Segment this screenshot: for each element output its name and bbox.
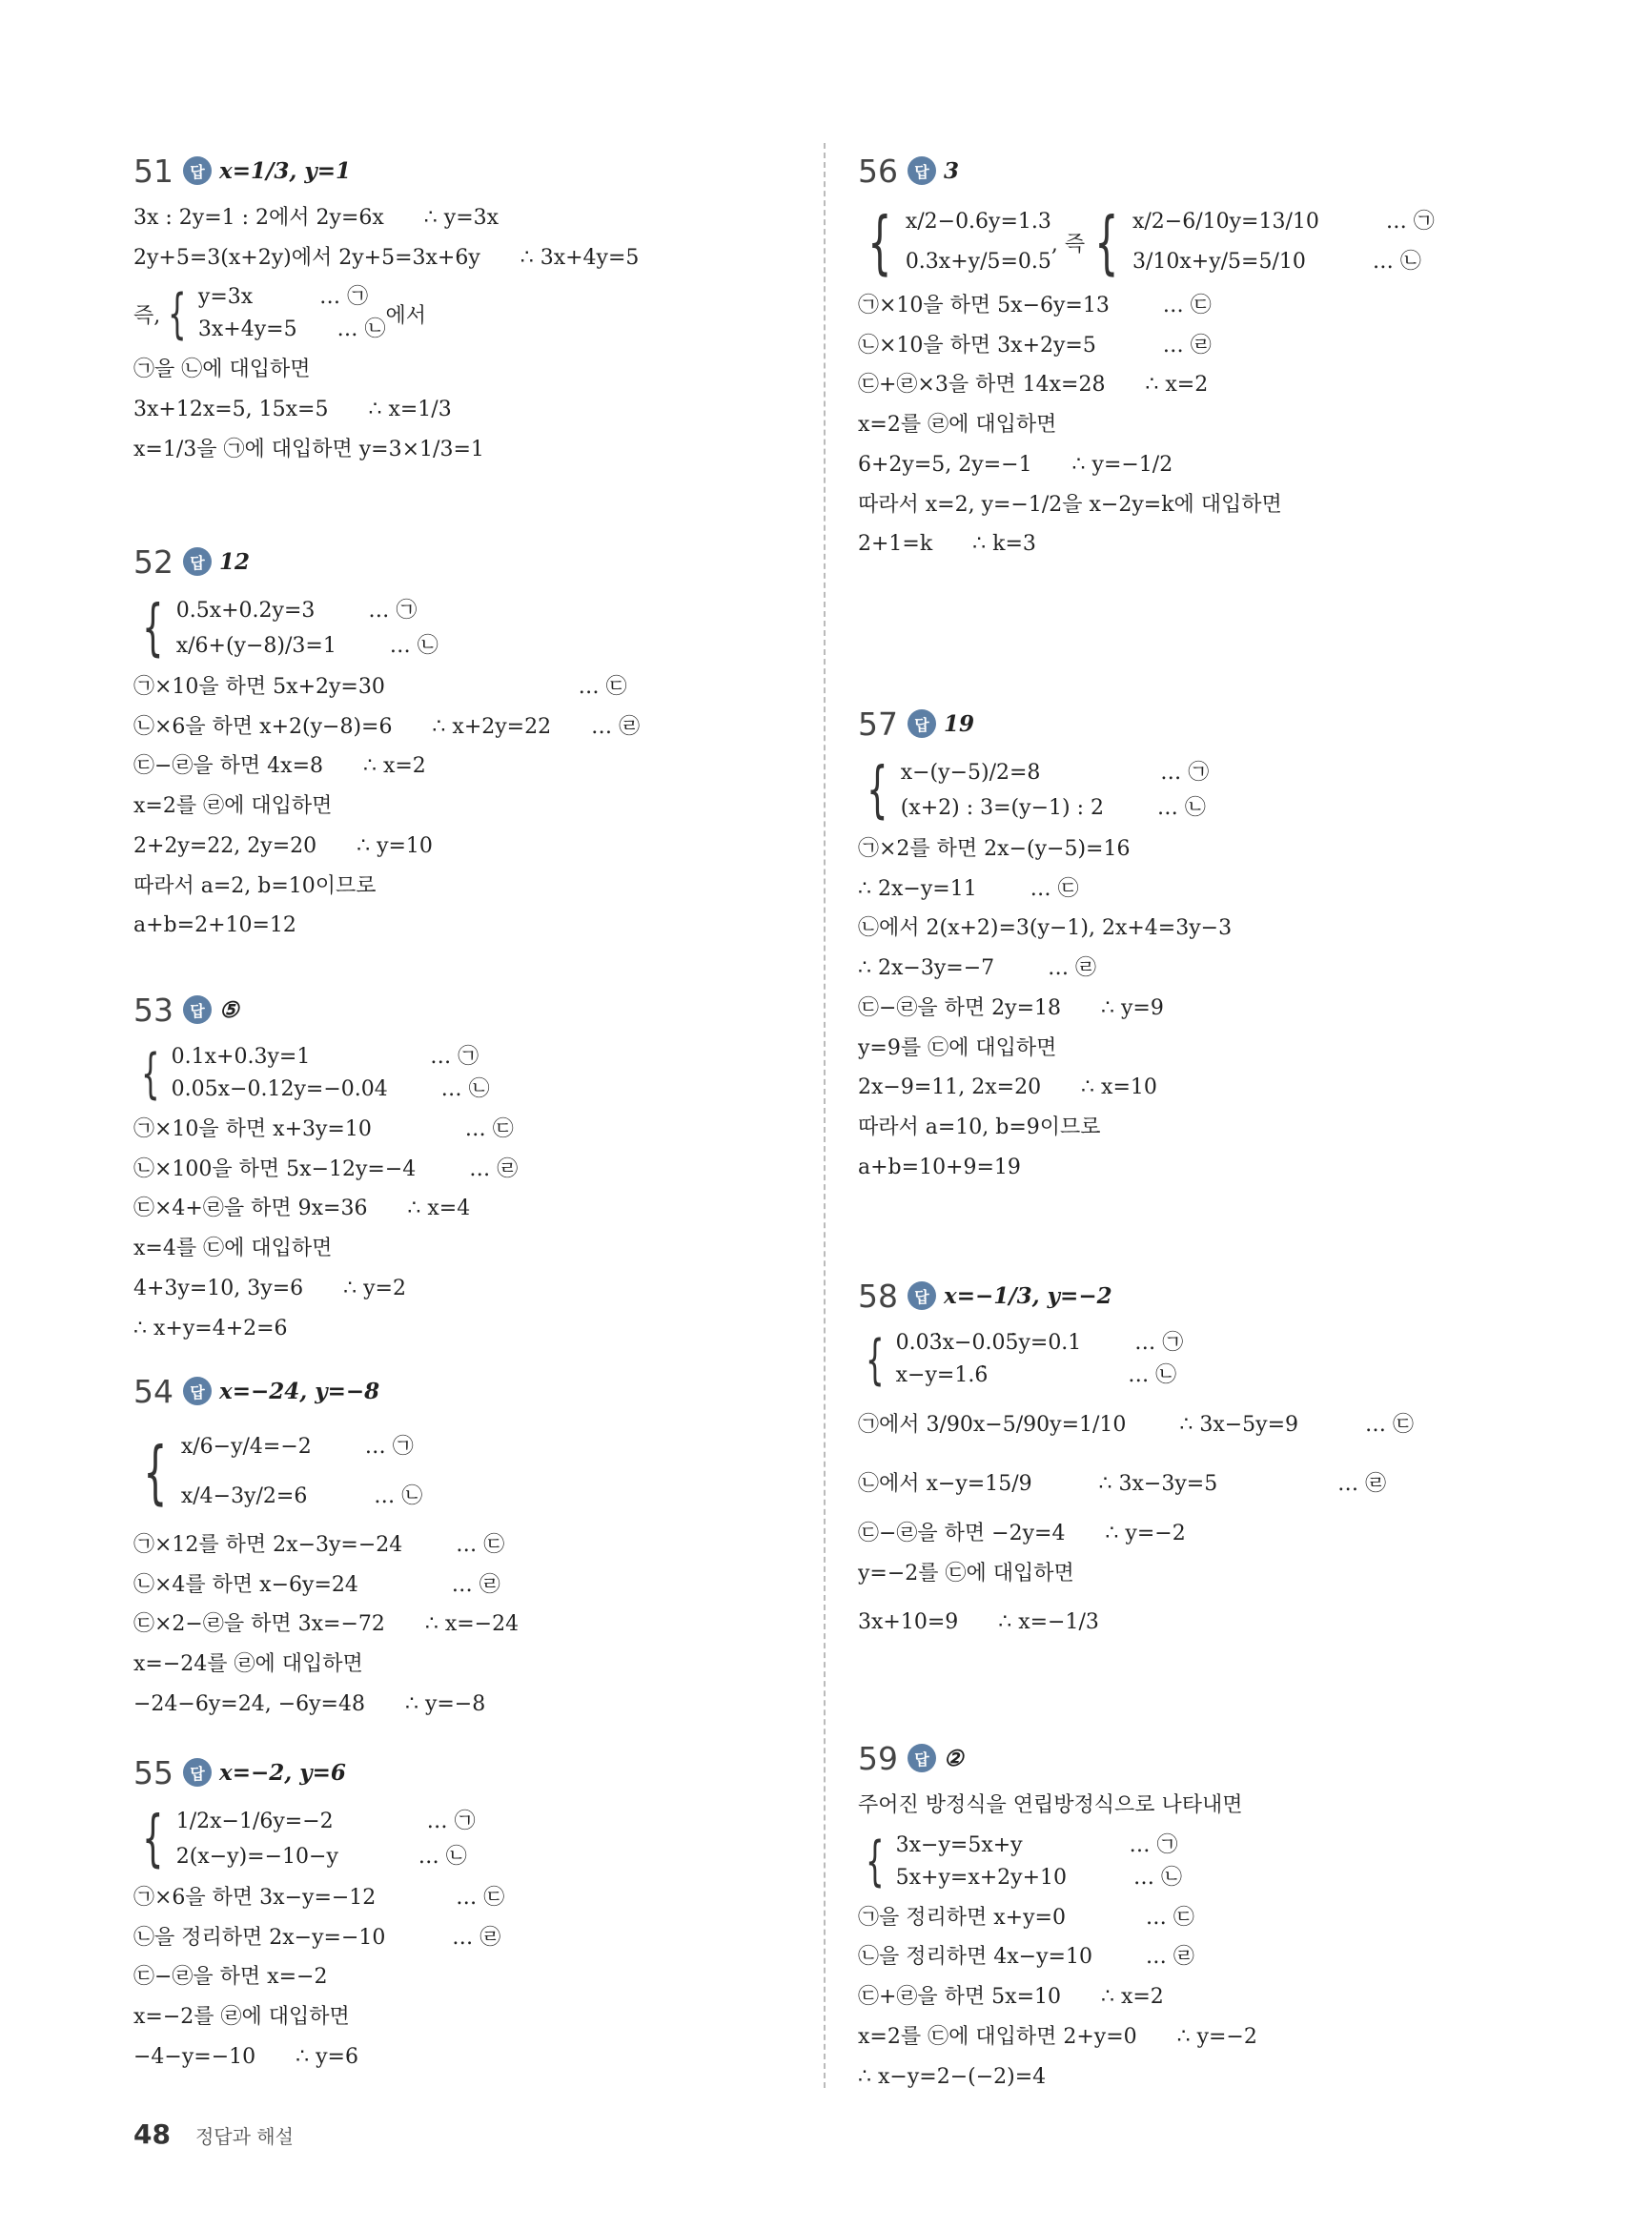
problem-52: 52 답 12 { 0.5x+0.2y=3 … ㉠ x/6+(y−8)/3=1 … ㉡ ㉠×10을 하면 5x+2y=30 … ㉢ ㉡×6을 하면 x+2(y−8)=6 ∴ x+2y=22 … ㉣ ㉢−㉣을 하면 4x=8 ∴ x=2 x=2를 ㉣에 대입하면 2+2y=22, 2y=20 ∴ y=10 따라서 a=2, b=10이므로 a+b=2+10=12 <box>133 542 641 938</box>
brace-icon: { <box>143 1432 168 1512</box>
answer-badge: 답 <box>183 1758 212 1787</box>
answer-badge: 답 <box>908 709 936 738</box>
equation-system: { 0.5x+0.2y=3 … ㉠ x/6+(y−8)/3=1 … ㉡ <box>142 593 438 664</box>
equation-system: { 1/2x−1/6y=−2 … ㉠ 2(x−y)=−10−y … ㉡ <box>142 1804 476 1874</box>
brace-icon: { <box>141 1042 160 1105</box>
footer-label: 정답과 해설 <box>194 2125 294 2148</box>
answer-badge: 답 <box>908 1744 936 1772</box>
problem-number: 52 <box>133 542 173 581</box>
problem-number: 58 <box>858 1277 898 1315</box>
problem-number: 53 <box>133 991 173 1029</box>
brace-icon: { <box>1094 202 1119 282</box>
problem-59: 59 답 ② 주어진 방정식을 연립방정식으로 나타내면 { 3x−y=5x+y … ㉠ 5x+y=x+2y+10 … ㉡ ㉠을 정리하면 x+y=0 … ㉢ ㉡을 정리하면 4x−y=10 … ㉣ ㉢+㉣을 하면 5x=10 ∴ x=2 x=2를 ㉢에 대입하면 2+y=0 ∴ y=−2 ∴ x−y=2−(−2)=4 <box>858 1739 1257 2089</box>
answer-badge: 답 <box>908 156 936 185</box>
equation-system: 즉, { y=3x … ㉠ 3x+4y=5 … ㉡ 에서 <box>133 282 427 345</box>
answer-badge: 답 <box>183 156 212 185</box>
answer: 12 <box>219 548 251 575</box>
equation-system: { x/6−y/4=−2 … ㉠ x/4−3y/2=6 … ㉡ <box>133 1422 519 1522</box>
problem-number: 57 <box>858 705 898 743</box>
problem-55: 55 답 x=−2, y=6 { 1/2x−1/6y=−2 … ㉠ 2(x−y)=−10−y … ㉡ ㉠×6을 하면 3x−y=−12 … ㉢ ㉡을 정리하면 2x−y=−10 … ㉣ ㉢−㉣을 하면 x=−2 x=−2를 ㉣에 대입하면 −4−y=−10 ∴ y=6 <box>133 1753 505 2069</box>
column-divider <box>824 143 826 2088</box>
brace-icon: { <box>866 1831 885 1893</box>
answer: x=−1/3, y=−2 <box>944 1282 1112 1309</box>
solution-line: 2y+5=3(x+2y)에서 2y+5=3x+6y ∴ 3x+4y=5 <box>133 245 640 270</box>
brace-icon: { <box>866 1328 885 1391</box>
problem-58: 58 답 x=−1/3, y=−2 { 0.03̇x−0.05̇y=0.1 … ㉠ x−y=1.6̇ … ㉡ ㉠에서 3/90x−5/90y=1/10 ∴ 3x−5y=9 … ㉢ ㉡에서 x−y=15/9 ∴ 3x−3y=5 … ㉣ ㉢−㉣을 하면 −2y=4 ∴ y=−2 y=−2를 ㉢에 대입하면 3x+10=9 ∴ x=−1/3 <box>858 1277 1414 1635</box>
problem-number: 55 <box>133 1753 173 1791</box>
problem-56: 56 답 3 { x/2−0.6y=1.3 0.3x+y/5=0.5 , 즉 { x/2−6/10y=13/10 … ㉠ 3/10x+y/5=5/10 … ㉡ ㉠×10을 하면 5x−6y=13 … ㉢ ㉡×10을 하면 3x+2y=5 … ㉣ ㉢+㉣×3을 하면 14x=28 ∴ x=2 x=2를 ㉣에 대입하면 6+2y=5, 2y=−1 ∴ y=−1/2 따라서 x=2, y=−1/2을 x−2y=k에 대입하면 2+1=k ∴ k=3 <box>858 152 1435 557</box>
brace-icon: { <box>867 755 888 826</box>
problem-number: 56 <box>858 152 898 190</box>
problem-54: 54 답 x=−24, y=−8 { x/6−y/4=−2 … ㉠ x/4−3y/2=6 … ㉡ ㉠×12를 하면 2x−3y=−24 … ㉢ ㉡×4를 하면 x−6y=24 … ㉣ ㉢×2−㉣을 하면 3x=−72 ∴ x=−24 x=−24를 ㉣에 대입하면 −24−6y=24, −6y=48 ∴ y=−8 <box>133 1372 520 1716</box>
equation-system: { 0.03̇x−0.05̇y=0.1 … ㉠ x−y=1.6̇ … ㉡ <box>866 1328 1184 1391</box>
answer: x=1/3, y=1 <box>219 157 352 184</box>
brace-icon: { <box>142 1804 164 1874</box>
brace-icon: { <box>867 202 892 282</box>
answer-badge: 답 <box>183 1377 212 1405</box>
answer: ② <box>944 1745 964 1771</box>
problem-57: 57 답 19 { x−(y−5)/2=8 … ㉠ (x+2) : 3=(y−1) : 2 … ㉡ ㉠×2를 하면 2x−(y−5)=16 ∴ 2x−y=11 … ㉢ ㉡에서 2(x+2)=3(y−1), 2x+4=3y−3 ∴ 2x−3y=−7 … ㉣ ㉢−㉣을 하면 2y=18 ∴ y=9 y=9를 ㉢에 대입하면 2x−9=11, 2x=20 ∴ x=10 따라서 a=10, b=9이므로 a+b=10+9=19 <box>858 705 1233 1179</box>
brace-icon: { <box>142 593 164 664</box>
problem-51: 51 답 x=1/3, y=1 3x : 2y=1 : 2에서 2y=6x ∴ y=3x 2y+5=3(x+2y)에서 2y+5=3x+6y ∴ 3x+4y=5 즉, { y=3x … ㉠ 3x+4y=5 … ㉡ 에서 ㉠을 ㉡에 대입하면 3x+12x=5, 15x=5 ∴ x=1/3 x=1/3을 ㉠에 대입하면 y=3×1/3=1 <box>133 152 640 461</box>
equation-system: { x/2−0.6y=1.3 0.3x+y/5=0.5 , 즉 { x/2−6/10y=13/10 … ㉠ 3/10x+y/5=5/10 … ㉡ <box>867 202 1435 282</box>
answer: 3 <box>944 157 960 184</box>
brace-icon: { <box>168 282 187 345</box>
problem-number: 59 <box>858 1739 898 1777</box>
answer: ⑤ <box>219 996 239 1023</box>
answer: x=−2, y=6 <box>219 1759 346 1786</box>
page-number: 48 <box>133 2118 171 2150</box>
equation-system: { x−(y−5)/2=8 … ㉠ (x+2) : 3=(y−1) : 2 … ㉡ <box>867 755 1210 826</box>
problem-number: 54 <box>133 1372 173 1410</box>
equation-system: { 0.1x+0.3y=1 … ㉠ 0.05x−0.12y=−0.04 … ㉡ <box>141 1042 490 1105</box>
solution-line: 3x : 2y=1 : 2에서 2y=6x ∴ y=3x <box>133 206 500 230</box>
answer-badge: 답 <box>908 1281 936 1310</box>
problem-53: 53 답 ⑤ { 0.1x+0.3y=1 … ㉠ 0.05x−0.12y=−0.04 … ㉡ ㉠×10을 하면 x+3y=10 … ㉢ ㉡×100을 하면 5x−12y=−4 … ㉣ ㉢×4+㉣을 하면 9x=36 ∴ x=4 x=4를 ㉢에 대입하면 4+3y=10, 3y=6 ∴ y=2 ∴ x+y=4+2=6 <box>133 991 519 1340</box>
answer-badge: 답 <box>183 547 212 576</box>
page-footer <box>133 2118 294 2150</box>
answer-badge: 답 <box>183 995 212 1024</box>
problem-number: 51 <box>133 152 173 190</box>
answer: x=−24, y=−8 <box>219 1378 380 1404</box>
answer: 19 <box>944 710 975 737</box>
equation-system: { 3x−y=5x+y … ㉠ 5x+y=x+2y+10 … ㉡ <box>866 1831 1182 1893</box>
